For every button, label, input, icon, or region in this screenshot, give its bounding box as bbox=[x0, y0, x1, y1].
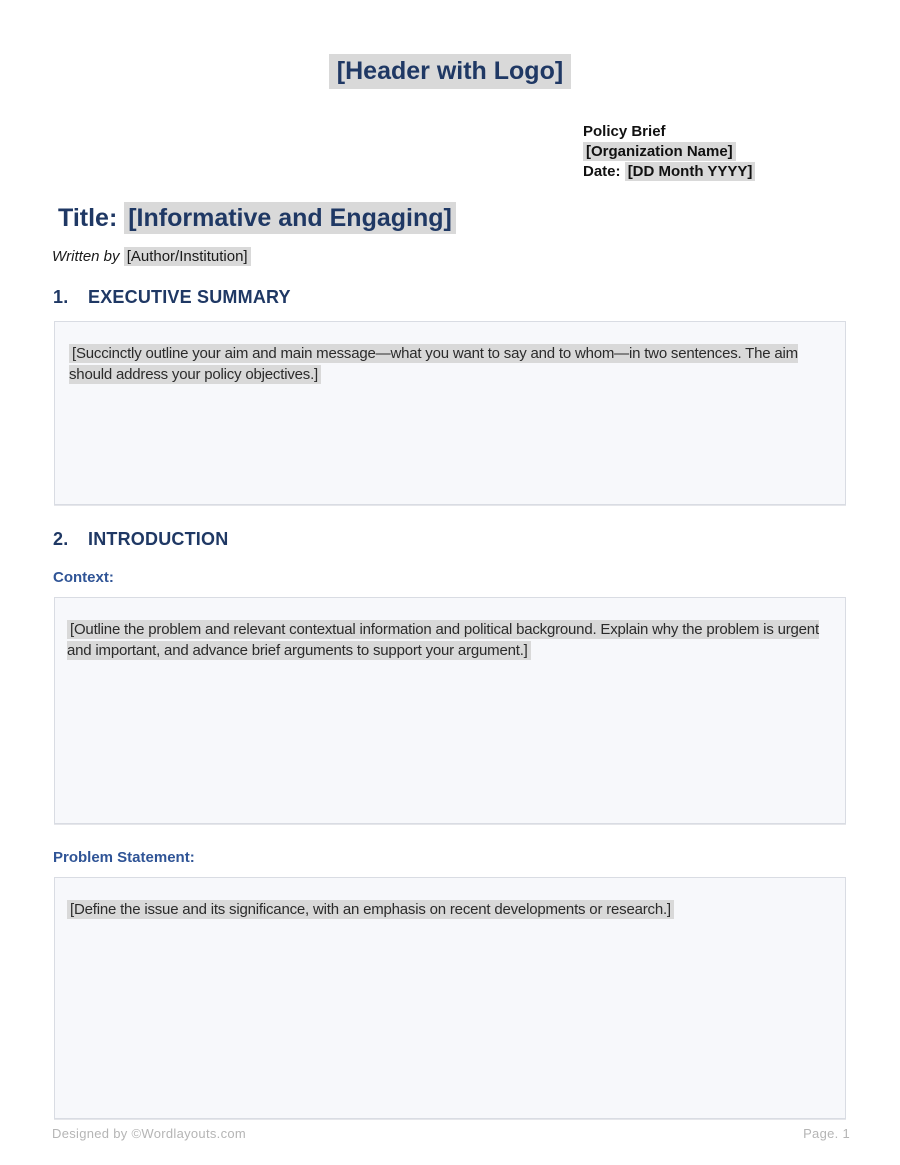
document-header bbox=[0, 0, 900, 89]
context-label: Context: bbox=[53, 569, 114, 586]
byline bbox=[52, 248, 900, 265]
context-placeholder: [Outline the problem and relevant contextual information and political background. Explain why the problem is urgent and important, and advance brief arguments to support your argument.] bbox=[67, 621, 819, 659]
author-placeholder: [Author/Institution] bbox=[124, 247, 251, 266]
problem-statement-paragraph bbox=[67, 899, 827, 920]
section-heading-executive-summary bbox=[53, 287, 900, 308]
context-box bbox=[54, 597, 846, 824]
section-heading-label: EXECUTIVE SUMMARY bbox=[88, 287, 291, 307]
page-footer bbox=[52, 1126, 850, 1141]
doc-info-block bbox=[583, 122, 900, 182]
section-number: 1. bbox=[53, 287, 69, 307]
title-placeholder: [Informative and Engaging] bbox=[124, 202, 456, 234]
footer-credit: Designed by ©Wordlayouts.com bbox=[52, 1126, 247, 1141]
problem-statement-box bbox=[54, 877, 846, 1119]
organization-line bbox=[583, 142, 900, 162]
doc-type-label: Policy Brief bbox=[583, 123, 666, 140]
title-prefix: Title: bbox=[58, 204, 125, 232]
header-logo-placeholder: [Header with Logo] bbox=[329, 54, 571, 89]
section-number: 2. bbox=[53, 529, 69, 549]
footer-page-number: Page. 1 bbox=[803, 1126, 850, 1141]
section-heading-introduction bbox=[53, 529, 900, 550]
byline-prefix: Written by bbox=[52, 248, 124, 265]
organization-name-placeholder: [Organization Name] bbox=[583, 142, 736, 161]
section-heading-label: INTRODUCTION bbox=[88, 529, 229, 549]
date-line bbox=[583, 162, 900, 182]
executive-summary-box bbox=[54, 321, 846, 505]
problem-statement-label: Problem Statement: bbox=[53, 849, 195, 866]
date-label: Date: bbox=[583, 163, 625, 180]
date-value-placeholder: [DD Month YYYY] bbox=[625, 162, 756, 181]
problem-statement-placeholder: [Define the issue and its significance, with an emphasis on recent developments or research.] bbox=[67, 900, 674, 919]
context-paragraph bbox=[67, 619, 827, 661]
executive-summary-placeholder: [Succinctly outline your aim and main message—what you want to say and to whom—in two sentences. The aim should address your policy objectives.] bbox=[69, 345, 798, 383]
executive-summary-paragraph bbox=[67, 343, 807, 385]
document-title bbox=[58, 204, 900, 233]
